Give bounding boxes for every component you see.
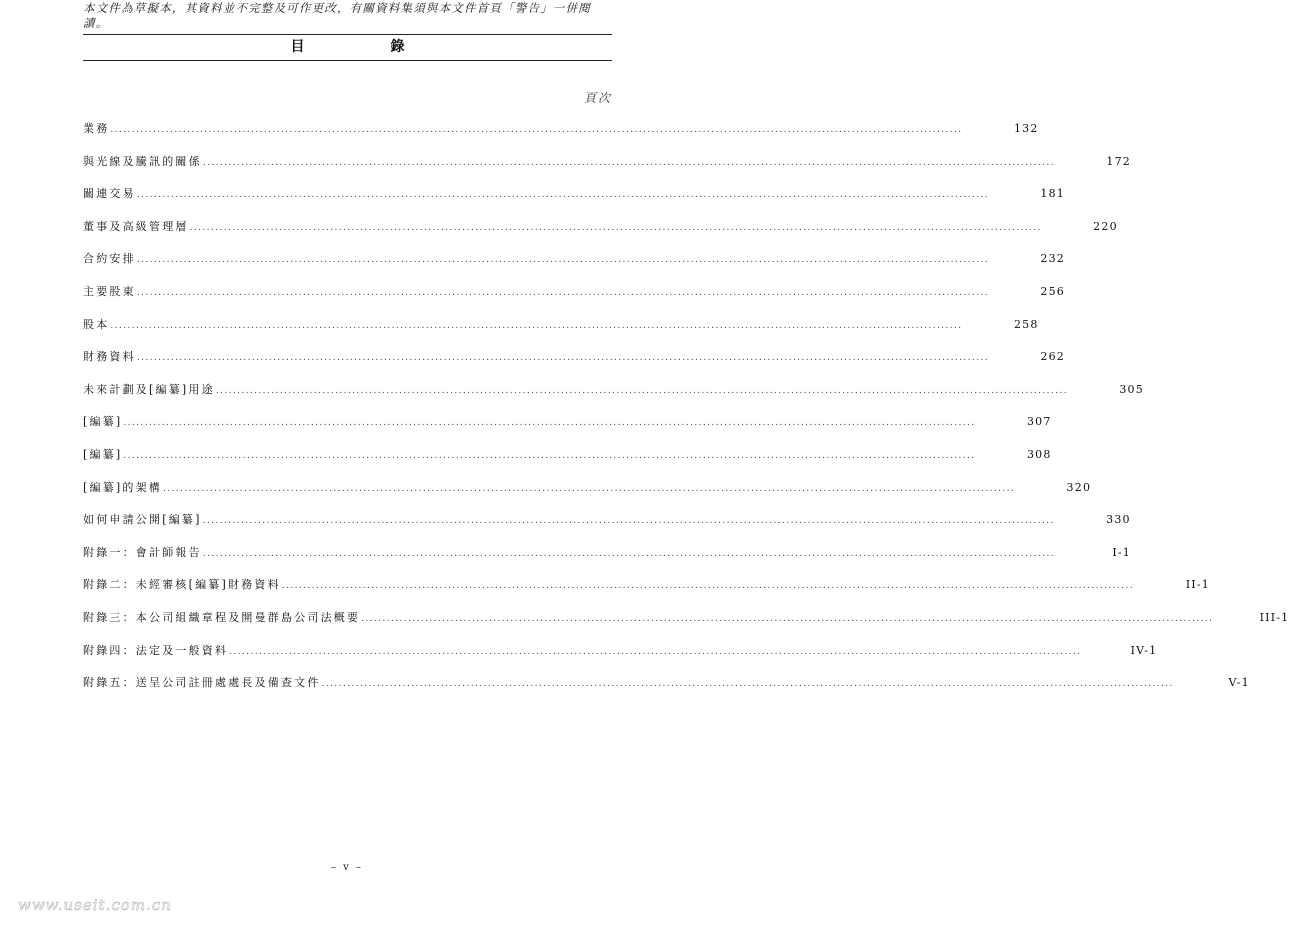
toc-entry-future-plans[interactable] [83,381,1144,414]
toc-entry-page: 308 [1026,447,1052,461]
toc-entry-redacted-2[interactable] [83,446,1052,479]
toc-entry-page: 258 [1013,317,1039,331]
toc-entry-page: II-1 [1185,578,1210,592]
toc-entry-label: 附錄二：未經審核[編纂]財務資料 [83,578,281,592]
toc-entry-label: 附錄一：會計師報告 [83,545,202,559]
toc-entry-page: 307 [1026,415,1052,429]
toc-entry-label: 董事及高級管理層 [83,219,189,233]
toc-entry-page: 220 [1093,219,1118,233]
toc-entry-appendix-3[interactable] [83,609,1289,642]
toc-entry-page: 262 [1040,350,1065,364]
toc-entry-financial-information[interactable] [83,348,1065,381]
toc-entry-label: 如何申請公開[編纂] [83,513,202,527]
toc-entry-label: 關連交易 [83,187,136,201]
toc-entry-how-to-apply[interactable] [83,511,1131,544]
toc-entry-page: 330 [1106,513,1131,527]
toc-entry-label: 未來計劃及[編纂]用途 [83,382,215,396]
dot-leader: ........................................................................................................................................................................................................ [361,613,1214,624]
dot-leader: ........................................................................................................................................................................................................ [123,418,976,429]
dot-leader: ........................................................................................................................................................................................................ [281,581,1134,592]
dot-leader: ........................................................................................................................................................................................................ [110,125,963,135]
toc-entry-appendix-4[interactable] [83,642,1158,675]
toc-entry-appendix-2[interactable] [83,576,1210,609]
toc-entry-connected-transactions[interactable] [83,185,1065,218]
dot-leader: ........................................................................................................................................................................................................ [162,483,1016,494]
toc-entry-page: 305 [1119,382,1144,396]
dot-leader: ........................................................................................................................................................................................................ [136,190,989,201]
toc-entry-label: 與光線及騰訊的關係 [83,154,202,168]
toc-entry-page: 181 [1040,187,1065,201]
dot-leader: ........................................................................................................................................................................................................ [215,385,1068,396]
dot-leader: ........................................................................................................................................................................................................ [136,353,989,364]
toc-entry-page: I-1 [1112,545,1131,559]
title-top-rule [83,34,612,35]
toc-entry-page: 320 [1066,480,1092,494]
toc-entry-relationship[interactable] [83,153,1131,186]
toc-entry-contractual-arrangements[interactable] [83,250,1065,283]
dot-leader: ........................................................................................................................................................................................................ [202,548,1055,559]
dot-leader: ........................................................................................................................................................................................................ [136,255,989,266]
toc-entry-label: 財務資料 [83,350,136,364]
toc-entry-page: 232 [1040,252,1065,266]
toc-entry-page: 256 [1040,284,1065,298]
table-of-contents [83,120,1289,707]
toc-entry-page: V-1 [1228,676,1250,690]
dot-leader: ........................................................................................................................................................................................................ [229,646,1082,657]
dot-leader: ........................................................................................................................................................................................................ [110,320,963,331]
toc-entry-appendix-5[interactable] [83,674,1250,707]
page-title: 目 錄 [290,39,441,55]
page-column-label: 頁次 [583,91,612,105]
toc-entry-business[interactable] [83,120,1039,153]
toc-entry-label: [編纂] [83,447,123,461]
toc-entry-label: 附錄四：法定及一般資料 [83,643,229,657]
toc-entry-label: 業務 [83,122,110,135]
toc-entry-page: 172 [1106,154,1131,168]
toc-entry-label: 合約安排 [83,252,136,266]
dot-leader: ........................................................................................................................................................................................................ [123,450,976,461]
toc-entry-substantial-shareholders[interactable] [83,283,1065,316]
toc-entry-appendix-1[interactable] [83,544,1131,577]
toc-entry-label: 附錄三：本公司組織章程及開曼群島公司法概要 [83,610,361,624]
dot-leader: ........................................................................................................................................................................................................ [189,222,1042,233]
toc-entry-page: IV-1 [1130,643,1158,657]
toc-entry-label: 附錄五：送呈公司註冊處處長及備查文件 [83,676,321,690]
toc-entry-label: [編纂] [83,415,123,429]
dot-leader: ........................................................................................................................................................................................................ [321,679,1174,690]
dot-leader: ........................................................................................................................................................................................................ [136,287,989,298]
toc-entry-directors[interactable] [83,218,1118,251]
title-bottom-rule [83,60,612,61]
toc-entry-share-capital[interactable] [83,316,1039,349]
toc-entry-label: 主要股東 [83,284,136,298]
toc-entry-redacted-1[interactable] [83,413,1052,446]
page-number-footer: – v – [330,862,363,873]
dot-leader: ........................................................................................................................................................................................................ [202,516,1055,527]
dot-leader: ........................................................................................................................................................................................................ [202,157,1055,168]
watermark: www.useit.com.cn [18,896,172,914]
draft-disclaimer: 本文件為草擬本，其資料並不完整及可作更改，有關資料集須與本文件首頁「警告」一併閱讀。 [83,1,591,30]
toc-entry-label: [編纂]的架構 [83,480,162,494]
toc-entry-page: III-1 [1259,610,1289,624]
toc-entry-label: 股本 [83,317,110,331]
toc-entry-structure[interactable] [83,479,1092,512]
toc-entry-page: 132 [1013,122,1039,135]
